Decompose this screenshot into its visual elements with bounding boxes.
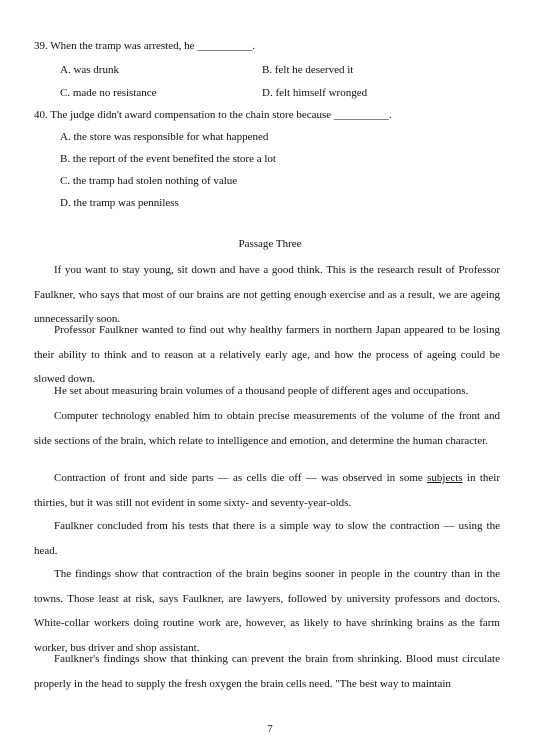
passage-paragraph-8: Faulkner's findings show that thinking can prevent the brain from shrinking. Blood must circulate properly in the head to supply the fresh oxygen the brain cells need. "The best way to maintain — [34, 653, 500, 690]
passage-paragraph-2: Professor Faulkner wanted to find out why healthy farmers in northern Japan appeared to be losing their ability to think and to reason at a relatively early age, and how the process of ageing could be slowed down. — [34, 324, 500, 386]
q39-option-b: B. felt he deserved it — [262, 64, 354, 76]
q40-option-d: D. the tramp was penniless — [60, 197, 179, 209]
q40-option-a: A. the store was responsible for what happened — [60, 131, 269, 143]
question-40-stem: 40. The judge didn't award compensation to the chain store because __________. — [34, 109, 392, 121]
passage-paragraph-3: He set about measuring brain volumes of a thousand people of different ages and occupations. — [54, 385, 469, 397]
p5-underlined-word: subjects — [427, 472, 463, 484]
q40-option-c: C. the tramp had stolen nothing of value — [60, 175, 238, 187]
passage-paragraph-5 — [34, 466, 500, 515]
q40-option-b: B. the report of the event benefited the store a lot — [60, 153, 276, 165]
page-number: 7 — [267, 723, 273, 735]
question-39-stem: 39. When the tramp was arrested, he __________. — [34, 40, 255, 52]
passage-paragraph-7: The findings show that contraction of the brain begins sooner in people in the country than in the towns. Those least at risk, says Faulkner, are lawyers, followed by university professors and doctors. White-collar workers doing routine work are, however, as likely to have shrinking brains as the farm worker, bus driver and shop assistant. — [34, 568, 500, 655]
passage-paragraph-1: If you want to stay young, sit down and have a good think. This is the research result of Professor Faulkner, who says that most of our brains are not getting enough exercise and as a result, we are ageing unnecessarily soon. — [34, 264, 500, 326]
q39-option-c: C. made no resistance — [60, 87, 157, 99]
p5-text-before: Contraction of front and side parts — as cells die off — was observed in some — [54, 472, 428, 484]
q39-option-d: D. felt himself wronged — [262, 87, 368, 99]
passage-paragraph-4: Computer technology enabled him to obtain precise measurements of the volume of the front and side sections of the brain, which relate to intelligence and emotion, and determine the human character. — [34, 410, 500, 447]
passage-paragraph-6: Faulkner concluded from his tests that there is a simple way to slow the contraction — using the head. — [34, 520, 500, 557]
passage-title: Passage Three — [238, 238, 302, 250]
p5-text-after: in their thirties, but it was still not evident in some sixty- and seventy-year-olds. — [34, 472, 500, 509]
q39-option-a: A. was drunk — [60, 64, 119, 76]
